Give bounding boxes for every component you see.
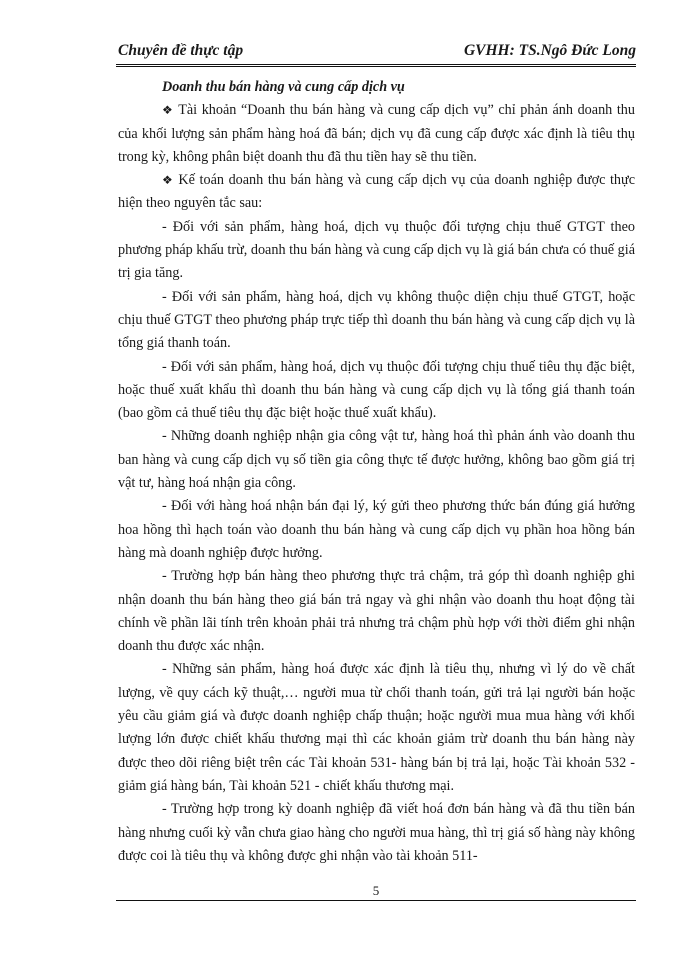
page-number: 5 [372, 883, 380, 898]
paragraph-8: - Trường hợp bán hàng theo phương thực trả chậm, trả góp thì doanh nghiệp ghi nhận doanh thu bán hàng theo giá bán trả ngay và ghi nhận vào doanh thu hoạt động tài chính về phần lãi tính trên khoản phải trả nhưng trả chậm phù hợp với thời điểm ghi nhận doanh thu được xác nhận. [118, 568, 635, 655]
bullet-icon: ❖ [162, 103, 174, 118]
paragraph-9: - Những sản phẩm, hàng hoá được xác định là tiêu thụ, nhưng vì lý do về chất lượng, về quy cách kỹ thuật,… người mua từ chối thanh toán, gửi trả lại người bán hoặc yêu cầu giảm giá và được doanh nghiệp chấp thuận; hoặc người mua mua hàng với khối lượng lớn được chiết khấu thương mại thì các khoản giảm trừ doanh thu bán hàng này được theo dõi riêng biệt trên các Tài khoản 531- hàng bán bị trả lại, hoặc Tài khoản 532 - giảm giá hàng bán, Tài khoản 521 - chiết khấu thương mại. [118, 661, 635, 794]
header-right-text: GVHH: TS.Ngô Đức Long [463, 42, 636, 59]
paragraph-text: Tài khoản “Doanh thu bán hàng và cung cấp dịch vụ” chỉ phản ánh doanh thu của khối lượng sản phẩm hàng hoá đã bán; dịch vụ đã cung cấp được xác định là tiêu thụ trong kỳ, không phân biệt doanh thu đã thu tiền hay sẽ thu tiền. [118, 102, 635, 165]
paragraph-2 [118, 169, 635, 216]
header-rule [116, 64, 636, 67]
paragraph-4: - Đối với sản phẩm, hàng hoá, dịch vụ không thuộc diện chịu thuế GTGT, hoặc chịu thuế GTGT theo phương pháp trực tiếp thì doanh thu bán hàng và cung cấp dịch vụ là tổng giá thanh toán. [118, 288, 635, 352]
footer-rule [116, 900, 636, 901]
section-title: Doanh thu bán hàng và cung cấp dịch vụ [162, 79, 405, 95]
document-body [118, 76, 635, 868]
paragraph-1 [118, 99, 635, 169]
paragraph-10: - Trường hợp trong kỳ doanh nghiệp đã viết hoá đơn bán hàng và đã thu tiền bán hàng nhưng cuối kỳ vẫn chưa giao hàng cho người mua hàng, thì trị giá số hàng này không được coi là tiêu thụ và không được ghi nhận vào tài khoản 511- [118, 801, 635, 864]
bullet-icon: ❖ [162, 173, 174, 188]
paragraph-5: - Đối với sản phẩm, hàng hoá, dịch vụ thuộc đối tượng chịu thuế tiêu thụ đặc biệt, hoặc thuế xuất khẩu thì doanh thu bán hàng và cung cấp dịch vụ là tổng giá thanh toán (bao gồm cả thuế tiêu thụ đặc biệt hoặc thuế xuất khẩu). [118, 358, 635, 422]
paragraph-6: - Những doanh nghiệp nhận gia công vật tư, hàng hoá thì phản ánh vào doanh thu ban hàng và cung cấp dịch vụ số tiền gia công thực tế được hưởng, không bao gồm giá trị vật tư, hàng hoá nhận gia công. [118, 428, 635, 492]
paragraph-3: - Đối với sản phẩm, hàng hoá, dịch vụ thuộc đối tượng chịu thuế GTGT theo phương pháp khấu trừ, doanh thu bán hàng và cung cấp dịch vụ là giá bán chưa có thuế giá trị gia tăng. [118, 218, 635, 282]
paragraph-7: - Đối với hàng hoá nhận bán đại lý, ký gửi theo phương thức bán đúng giá hưởng hoa hồng thì hạch toán vào doanh thu bán hàng và cung cấp dịch vụ phần hoa hồng bán hàng mà doanh nghiệp được hưởng. [118, 498, 635, 561]
paragraph-text: Kế toán doanh thu bán hàng và cung cấp dịch vụ của doanh nghiệp được thực hiện theo nguyên tắc sau: [118, 172, 635, 212]
page-header [116, 40, 636, 62]
header-left-text: Chuyên đề thực tập [118, 42, 244, 59]
